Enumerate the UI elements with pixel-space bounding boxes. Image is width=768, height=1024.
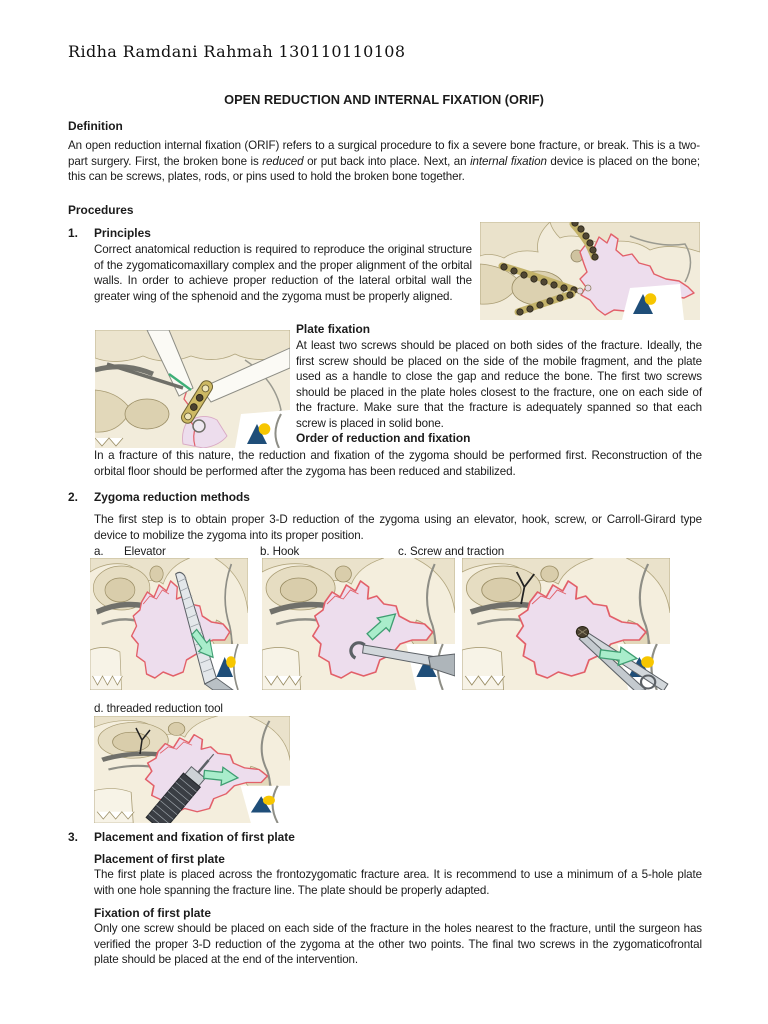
definition-italic-reduced: reduced [262,154,304,168]
caption-a-number: a. [94,545,104,558]
item-3-number: 3. [68,830,78,844]
plated-zygoma-illustration [480,222,700,320]
caption-b-label: b. Hook [260,545,300,558]
caption-d-label: d. threaded reduction tool [94,702,223,715]
figure-hook [262,558,455,690]
threaded-tool-illustration [94,716,290,823]
caption-a-label: Elevator [124,545,166,558]
order-paragraph: In a fracture of this nature, the reduction and fixation of the zygoma should be performed first. Reconstruction of the orbital floor should be performed after the zygoma has been reduced and stabilized. [94,449,702,478]
elevator-illustration [90,558,248,690]
definition-italic-internal-fixation: internal fixation [470,154,547,168]
order-heading: Order of reduction and fixation [296,431,471,445]
principles-paragraph: Correct anatomical reduction is required to reproduce the original structure of the zygomaticomaxillary complex and the proper alignment of the orbital walls. In order to achieve proper reduction of the lateral orbital wall the greater wing of the sphenoid and the zygoma must be properly aligned. [94,243,472,303]
hook-illustration [262,558,455,690]
item-2-title: Zygoma reduction methods [94,490,250,504]
plate-fixation-heading: Plate fixation [296,322,371,336]
fixation-heading: Fixation of first plate [94,906,211,920]
figure-plated-zygoma [480,222,700,320]
plate-fixation-paragraph: At least two screws should be placed on both sides of the fracture. Ideally, the first screw should be placed on the side of the mobile fragment, and the plate used as a handle to close the gap and reduce the bone. The first two screws should be placed in the plate holes closest to the fracture, one on each side of the fracture. Make sure that the fracture is adequately spanned so that each screw is placed in solid bone. [296,339,702,430]
definition-text-1: An open reduction internal fixation (ORIF) refers to a surgical procedure to fix a severe bone fracture, or break. This is a two-part surgery. First, the broken bone is [68,139,700,168]
zygoma-methods-paragraph: The first step is to obtain proper 3-D reduction of the zygoma using an elevator, hook, screw, or Carroll-Girard type device to mobilize the zygoma into its proper position. [94,513,702,542]
figure-threaded-tool [94,716,290,823]
definition-paragraph [68,138,700,185]
item-2-number: 2. [68,490,78,504]
screw-traction-illustration [462,558,670,690]
plate-fixation-illustration [95,330,290,448]
placement-heading: Placement of first plate [94,852,225,866]
definition-text-3: device is placed on the bone; this can be screws, plates, rods, or pins used to hold the broken bone together. [68,154,700,184]
author-line: Ridha Ramdani Rahmah 130110110108 [68,42,406,61]
placement-paragraph: The first plate is placed across the frontozygomatic fracture area. It is recommend to use a minimum of a 5-hole plate with one hole spanning the fracture line. The plate should be properly adapted. [94,868,702,897]
procedures-heading: Procedures [68,203,134,217]
figure-screw-traction [462,558,670,690]
figure-elevator [90,558,248,690]
item-3-title: Placement and fixation of first plate [94,830,295,844]
item-1-number: 1. [68,226,78,240]
item-1-title: Principles [94,226,151,240]
caption-c-label: c. Screw and traction [398,545,505,558]
fixation-paragraph: Only one screw should be placed on each side of the fracture in the holes nearest to the fracture, until the surgeon has verified the proper 3-D reduction of the zygoma at the other two points. The final two screws in the zygomaticofrontal plate should be placed at the end of the intervention. [94,922,702,967]
definition-heading: Definition [68,119,123,133]
definition-text-2: or put back into place. Next, an [303,154,471,168]
figure-plate-fixation [95,330,290,448]
page-title: OPEN REDUCTION AND INTERNAL FIXATION (ORIF) [224,92,544,107]
